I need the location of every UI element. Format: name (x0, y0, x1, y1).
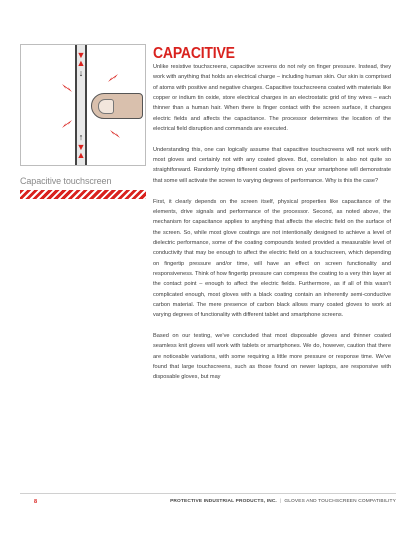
paragraph: Unlike resistive touchscreens, capacitive screens do not rely on finger pressure. Instead, they work with anything that holds an electrical charge – including human skin. Our skin is comprised of atoms with positive and negative charges. Capacitive touchscreens coated with materials like copper or indium tin oxide, store electrical charges in an electrostatic grid of tiny wires – each thinner than a human hair. When there is finger contact with the screen surface, it changes electric fields and affects the capacitance. The processor determines the location of the electrical field disruption and commands are executed. (153, 64, 391, 133)
finger-icon (91, 93, 143, 119)
arrow-up-icon: ↑ (78, 132, 84, 142)
red-arrow-down-icon: ▼ (76, 142, 86, 152)
capacitive-touchscreen-illustration (20, 44, 146, 166)
electric-spark-icon (61, 83, 73, 93)
electric-spark-icon (61, 119, 73, 129)
figure-caption: Capacitive touchscreen (20, 176, 112, 186)
red-arrow-down-icon: ▼ (76, 50, 86, 60)
document-title: GLOVES AND TOUCHSCREEN COMPATIBILITY (284, 499, 396, 504)
company-name: PROTECTIVE INDUSTRIAL PRODUCTS, INC. (170, 499, 277, 504)
page-footer (20, 493, 396, 507)
article-body (153, 62, 391, 393)
footer-separator: | (279, 499, 282, 504)
paragraph: Understanding this, one can logically assume that capacitive touchscreens will not work with most gloves and certainly not with any coated gloves. But, correlation is also not quite so straightforward. Randomly trying different coated gloves on your smartphone will demonstrate that some will activate the screen to varying degrees of performance. Why is this the case? (153, 146, 391, 184)
paragraph: First, it clearly depends on the screen itself, physical properties like capacitance of the elements, drive signals and performance of the processor. Second, as noted above, the mechanism for capacitance applies to anything that affects the electric field on the surface of the screen. So, while most glove coatings are not intentionally designed to achieve a level of dielectric performance, some of the coating compounds tested provided a measurable level of conductivity that may be enough to affect the electric field on a touchscreen, which depending on fingertip pressure and/or time, will have an effect on screen functionality and responsiveness. Think of how fingertip pressure can compress the coating to a very thin layer at the contact point – enough to affect the electric fields. Furthermore, as if all of this wasn't complicated enough, most gloves with a black coating contain an inherently semi-conductive carbon material. The mere presence of carbon black allows many coated gloves to work at varying degrees of functionality with different tablet and smartphone screens. (153, 198, 391, 319)
footer-text (170, 499, 396, 504)
red-arrow-up-icon: ▲ (76, 150, 86, 160)
arrow-down-icon: ↓ (78, 68, 84, 78)
paragraph: Based on our testing, we've concluded that most disposable gloves and thinner coated seamless knit gloves will work with tablets or smartphones. We do, however, caution that there are noticeable variations, with some requiring a little more pressure or response time. We've found that large touchscreens, such as those found on newer laptops, are responsive with disposable gloves, but may (153, 333, 391, 381)
electric-spark-icon (109, 129, 121, 139)
red-arrow-up-icon: ▲ (76, 58, 86, 68)
red-hatch-divider (20, 190, 146, 199)
electric-spark-icon (107, 73, 119, 83)
section-title: CAPACITIVE (153, 43, 235, 62)
fingernail (98, 99, 114, 114)
page-number: 8 (34, 499, 38, 505)
